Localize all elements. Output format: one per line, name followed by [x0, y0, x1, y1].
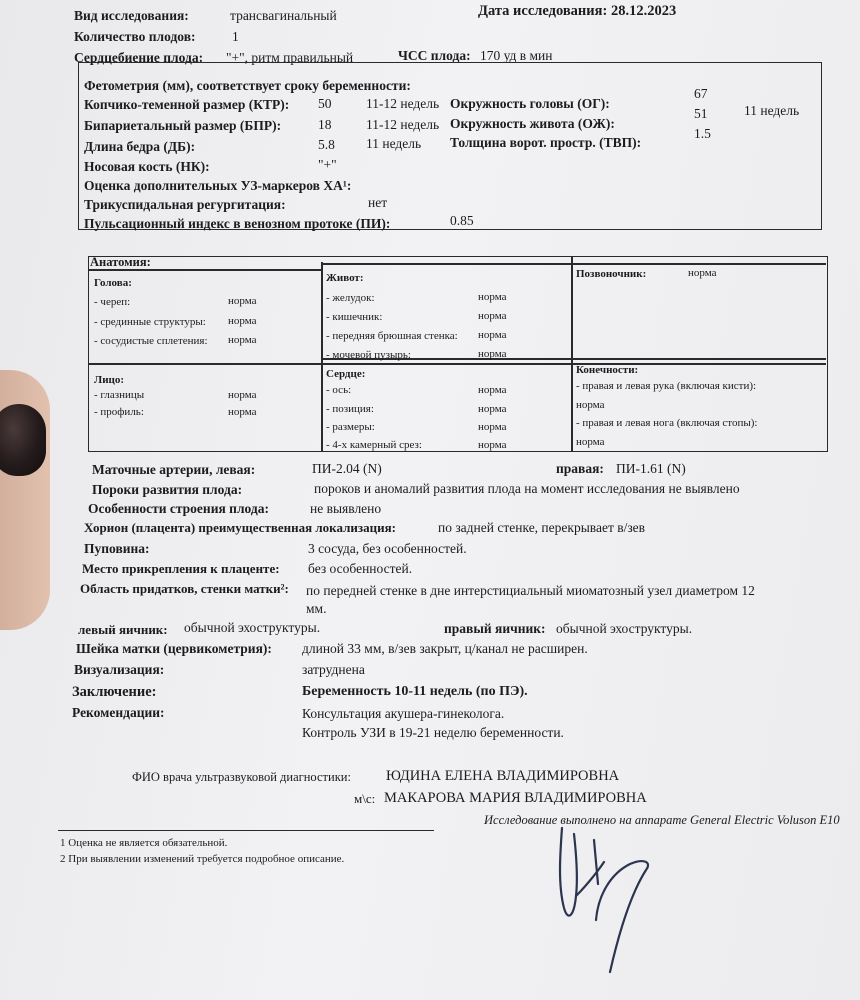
recommendations-label: Рекомендации: — [72, 705, 165, 720]
midline-label: - срединные структуры: — [94, 316, 206, 328]
tricuspid-label: Трикуспидальная регургитация: — [84, 197, 286, 212]
legs-value: норма — [576, 436, 605, 448]
cervix-value: длиной 33 мм, в/зев закрыт, ц/канал не расширен. — [302, 641, 588, 656]
bpr-value: 18 — [318, 117, 332, 132]
visualization-label: Визуализация: — [74, 662, 165, 677]
footnote-1: 1 Оценка не является обязательной. — [60, 837, 228, 849]
spine-value: норма — [688, 267, 717, 279]
db-value: 5.8 — [318, 137, 335, 152]
bpr-label: Бипариетальный размер (БПР): — [84, 118, 282, 133]
uterine-left-value: ПИ-2.04 (N) — [312, 461, 382, 476]
pi-label: Пульсационный индекс в венозном протоке (ПИ): — [84, 216, 391, 231]
structure-label: Особенности строения плода: — [88, 501, 269, 516]
adnexa-label: Область придатков, стенки матки²: — [80, 581, 289, 596]
study-type-value: трансвагинальный — [230, 8, 337, 23]
defects-label: Пороки развития плода: — [92, 482, 243, 497]
bowel-label: - кишечник: — [326, 311, 383, 323]
heart-rate-value: 170 уд в мин — [480, 48, 553, 63]
fingernail-icon — [0, 404, 46, 476]
ktr-term: 11-12 недель — [366, 96, 440, 111]
nk-value: "+" — [318, 157, 337, 172]
attachment-label: Место прикрепления к плаценте: — [82, 561, 280, 576]
og-label: Окружность головы (ОГ): — [450, 96, 610, 111]
head-title: Голова: — [94, 277, 132, 289]
structure-value: не выявлено — [310, 501, 382, 516]
adnexa-value-line-2: мм. — [306, 601, 327, 616]
doctor-name: ЮДИНА ЕЛЕНА ВЛАДИМИРОВНА — [386, 768, 620, 784]
bladder-value: норма — [478, 348, 507, 360]
pi-value: 0.85 — [450, 213, 474, 228]
bladder-label: - мочевой пузырь: — [326, 349, 411, 361]
nurse-name: МАКАРОВА МАРИЯ ВЛАДИМИРОВНА — [384, 790, 647, 806]
midline-value: норма — [228, 315, 257, 327]
signature-icon — [540, 800, 680, 990]
heart-title: Сердце: — [326, 368, 366, 380]
bpr-term: 11-12 недель — [366, 117, 440, 132]
markers-label: Оценка дополнительных УЗ-маркеров ХА¹: — [84, 178, 352, 193]
position-value: норма — [478, 403, 507, 415]
abdominal-wall-label: - передняя брюшная стенка: — [326, 330, 458, 342]
db-label: Длина бедра (ДБ): — [84, 139, 196, 154]
fetometry-title: Фетометрия (мм), соответствует сроку беременности: — [84, 78, 411, 93]
limbs-title: Конечности: — [576, 364, 639, 376]
heart-rate-label: ЧСС плода: — [398, 48, 471, 63]
chorion-value: по задней стенке, перекрывает в/зев — [438, 520, 646, 535]
stomach-label: - желудок: — [326, 292, 375, 304]
study-type-label: Вид исследования: — [74, 8, 189, 23]
abdominal-wall-value: норма — [478, 329, 507, 341]
ktr-label: Копчико-теменной размер (КТР): — [84, 97, 290, 112]
footnote-2: 2 При выявлении изменений требуется подробное описание. — [60, 853, 345, 865]
device-note: Исследование выполнено на аппарате General Electric Voluson E10 — [484, 813, 840, 827]
profile-label: - профиль: — [94, 406, 144, 418]
plexus-label: - сосудистые сплетения: — [94, 335, 208, 347]
axis-label: - ось: — [326, 384, 352, 396]
doctor-label: ФИО врача ультразвуковой диагностики: — [132, 770, 351, 784]
stomach-value: норма — [478, 291, 507, 303]
conclusion-value: Беременность 10-11 недель (по ПЭ). — [302, 684, 528, 699]
size-label: - размеры: — [326, 421, 375, 433]
legs-label: - правая и левая нога (включая стопы): — [576, 417, 758, 429]
cord-label: Пуповина: — [84, 541, 150, 556]
spine-title: Позвоночник: — [576, 268, 647, 280]
oj-label: Окружность живота (ОЖ): — [450, 116, 615, 131]
chorion-label: Хорион (плацента) преимущественная локализация: — [84, 520, 396, 535]
uterine-right-label: правая: — [556, 461, 604, 476]
recommendation-line-1: Консультация акушера-гинеколога. — [302, 706, 505, 721]
fetus-count-label: Количество плодов: — [74, 29, 196, 44]
size-value: норма — [478, 421, 507, 433]
anatomy-title: Анатомия: — [90, 255, 151, 269]
arms-label: - правая и левая рука (включая кисти): — [576, 380, 757, 392]
heartbeat-label: Сердцебиение плода: — [74, 50, 204, 65]
recommendation-line-2: Контроль УЗИ в 19-21 неделю беременности. — [302, 725, 564, 740]
right-ovary-value: обычной эхоструктуры. — [556, 621, 693, 636]
plexus-value: норма — [228, 334, 257, 346]
left-ovary-label: левый яичник: — [78, 622, 168, 637]
skull-value: норма — [228, 295, 257, 307]
adnexa-value-line-1: по передней стенке в дне интерстициальный миоматозный узел диаметром 12 — [306, 583, 755, 598]
chamber-value: норма — [478, 439, 507, 451]
bowel-value: норма — [478, 310, 507, 322]
face-title: Лицо: — [94, 374, 125, 386]
conclusion-label: Заключение: — [72, 684, 157, 700]
ktr-value: 50 — [318, 96, 332, 111]
nk-label: Носовая кость (НК): — [84, 159, 210, 174]
tvp-label: Толщина ворот. простр. (ТВП): — [450, 135, 642, 150]
oj-value: 51 — [694, 106, 708, 121]
skull-label: - череп: — [94, 296, 131, 308]
uterine-right-value: ПИ-1.61 (N) — [616, 461, 686, 476]
orbits-label: - глазницы — [94, 389, 145, 401]
profile-value: норма — [228, 406, 257, 418]
orbits-value: норма — [228, 389, 257, 401]
footnote-rule — [58, 830, 434, 831]
oj-term: 11 недель — [744, 103, 800, 118]
right-ovary-label: правый яичник: — [444, 621, 546, 636]
arms-value: норма — [576, 399, 605, 411]
left-ovary-value: обычной эхоструктуры. — [184, 620, 321, 635]
cervix-label: Шейка матки (цервикометрия): — [76, 641, 272, 656]
tricuspid-value: нет — [368, 195, 388, 210]
nurse-label: м\с: — [354, 791, 376, 806]
chamber-label: - 4-х камерный срез: — [326, 439, 422, 451]
heartbeat-value: "+", ритм правильный — [226, 50, 354, 65]
axis-value: норма — [478, 384, 507, 396]
og-value: 67 — [694, 86, 708, 101]
defects-value: пороков и аномалий развития плода на момент исследования не выявлено — [314, 481, 740, 496]
db-term: 11 недель — [366, 136, 422, 151]
tvp-value: 1.5 — [694, 126, 711, 141]
study-date: Дата исследования: 28.12.2023 — [478, 3, 677, 19]
fetus-count-value: 1 — [232, 29, 239, 44]
uterine-left-label: Маточные артерии, левая: — [92, 462, 256, 477]
position-label: - позиция: — [326, 403, 374, 415]
abdomen-title: Живот: — [326, 272, 364, 284]
visualization-value: затруднена — [302, 662, 365, 677]
cord-value: 3 сосуда, без особенностей. — [308, 541, 467, 556]
attachment-value: без особенностей. — [308, 561, 413, 576]
